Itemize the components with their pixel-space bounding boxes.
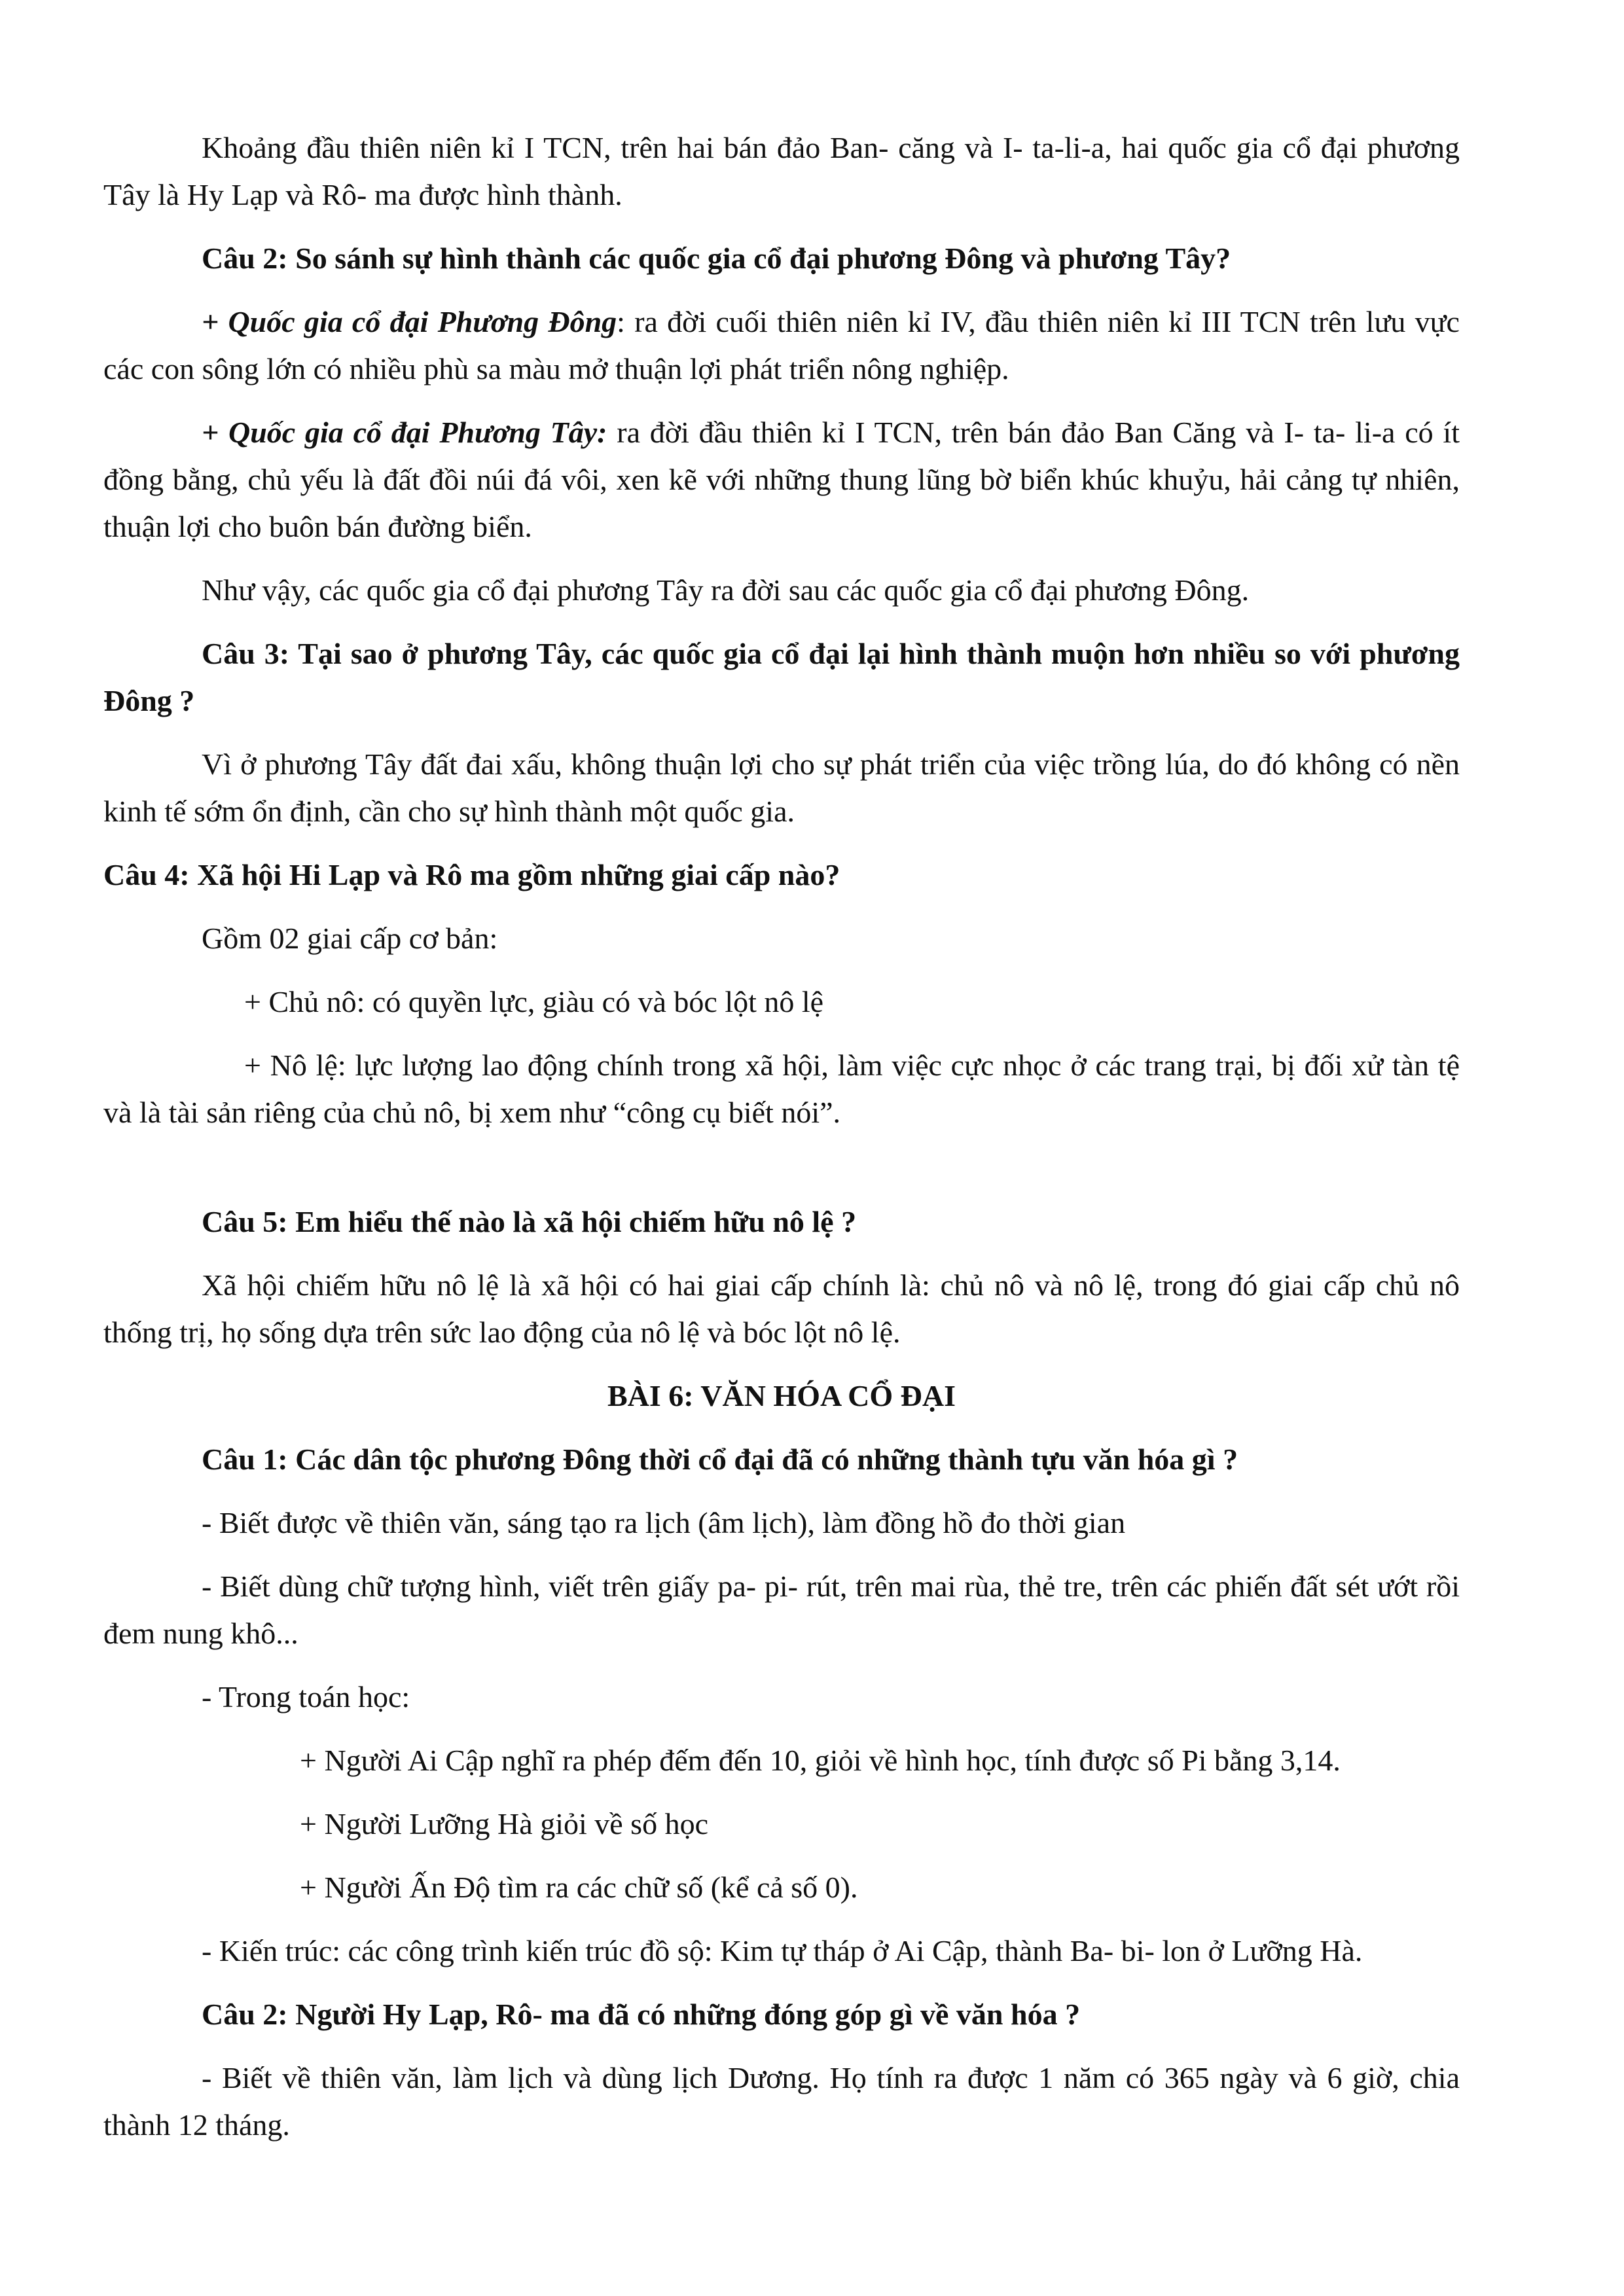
lesson6-q1-math-mesopotamia: + Người Lưỡng Hà giỏi về số học: [300, 1807, 708, 1840]
q2-west-label: + Quốc gia cổ đại Phương Tây:: [202, 416, 607, 449]
lesson6-q1-math-egypt: + Người Ai Cập nghĩ ra phép đếm đến 10, giỏi về hình học, tính được số Pi bằng 3,14.: [300, 1744, 1341, 1777]
q2-west-paragraph: [103, 409, 1460, 550]
q4-item-slave-owner: + Chủ nô: có quyền lực, giàu có và bóc lột nô lệ: [244, 985, 824, 1018]
lesson-6-heading: BÀI 6: VĂN HÓA CỔ ĐẠI: [607, 1379, 956, 1412]
lesson6-q1-bullet-math: - Trong toán học:: [202, 1680, 410, 1713]
lesson6-q1-bullet-architecture: - Kiến trúc: các công trình kiến trúc đồ sộ: Kim tự tháp ở Ai Cập, thành Ba- bi- lon ở Lưỡng Hà.: [202, 1934, 1363, 1967]
q4-item-slave: + Nô lệ: lực lượng lao động chính trong xã hội, làm việc cực nhọc ở các trang trại, bị đối xử tàn tệ và là tài sản riêng của chủ nô, bị xem như “công cụ biết nói”.: [103, 1049, 1460, 1129]
lesson6-q1-bullet-writing: - Biết dùng chữ tượng hình, viết trên giấy pa- pi- rút, trên mai rùa, thẻ tre, trên các phiến đất sét ướt rồi đem nung khô...: [103, 1570, 1460, 1650]
question-2-title: Câu 2: So sánh sự hình thành các quốc gia cổ đại phương Đông và phương Tây?: [202, 242, 1231, 275]
lesson6-question-1-title: Câu 1: Các dân tộc phương Đông thời cổ đại đã có những thành tựu văn hóa gì ?: [202, 1443, 1238, 1476]
question-5-title: Câu 5: Em hiểu thế nào là xã hội chiếm hữu nô lệ ?: [202, 1205, 857, 1238]
question-4-title: Câu 4: Xã hội Hi Lạp và Rô ma gồm những giai cấp nào?: [103, 858, 840, 891]
lesson6-question-2-title: Câu 2: Người Hy Lạp, Rô- ma đã có những đóng góp gì về văn hóa ?: [202, 1998, 1081, 2031]
q2-east-paragraph: [103, 298, 1460, 393]
q2-west-text: ra đời đầu thiên kỉ I TCN, trên bán đảo Ban Căng và I- ta- li-a có ít đồng bằng, chủ yếu là đất đồi núi đá vôi, xen kẽ với những thung lũng bờ biển khúc khuỷu, hải cảng tự nhiên, thuận lợi cho buôn bán đường biển.: [103, 416, 1460, 543]
spacer: [103, 1153, 1460, 1198]
q3-answer: Vì ở phương Tây đất đai xấu, không thuận lợi cho sự phát triển của việc trồng lúa, do đó không có nền kinh tế sớm ổn định, cần cho sự hình thành một quốc gia.: [103, 747, 1460, 828]
q2-east-text: : ra đời cuối thiên niên kỉ IV, đầu thiên niên kỉ III TCN trên lưu vực các con sông lớn có nhiều phù sa màu mở thuận lợi phát triển nông nghiệp.: [103, 305, 1460, 386]
lesson6-q2-bullet-calendar: - Biết về thiên văn, làm lịch và dùng lịch Dương. Họ tính ra được 1 năm có 365 ngày và 6 giờ, chia thành 12 tháng.: [103, 2061, 1460, 2142]
lesson6-q1-math-india: + Người Ấn Độ tìm ra các chữ số (kể cả số 0).: [300, 1871, 858, 1904]
intro-paragraph: Khoảng đầu thiên niên kỉ I TCN, trên hai bán đảo Ban- căng và I- ta-li-a, hai quốc gia cổ đại phương Tây là Hy Lạp và Rô- ma được hình thành.: [103, 131, 1460, 211]
lesson6-q1-bullet-astronomy: - Biết được về thiên văn, sáng tạo ra lịch (âm lịch), làm đồng hồ đo thời gian: [202, 1506, 1126, 1539]
question-3-title: Câu 3: Tại sao ở phương Tây, các quốc gia cổ đại lại hình thành muộn hơn nhiều so với phương Đông ?: [103, 637, 1460, 717]
document-page: [103, 124, 1460, 2165]
q2-east-label: + Quốc gia cổ đại Phương Đông: [202, 305, 617, 338]
q4-lead: Gồm 02 giai cấp cơ bản:: [202, 922, 498, 955]
q5-answer: Xã hội chiếm hữu nô lệ là xã hội có hai giai cấp chính là: chủ nô và nô lệ, trong đó giai cấp chủ nô thống trị, họ sống dựa trên sức lao động của nô lệ và bóc lột nô lệ.: [103, 1268, 1460, 1349]
q2-conclusion: Như vậy, các quốc gia cổ đại phương Tây ra đời sau các quốc gia cổ đại phương Đông.: [202, 573, 1250, 607]
